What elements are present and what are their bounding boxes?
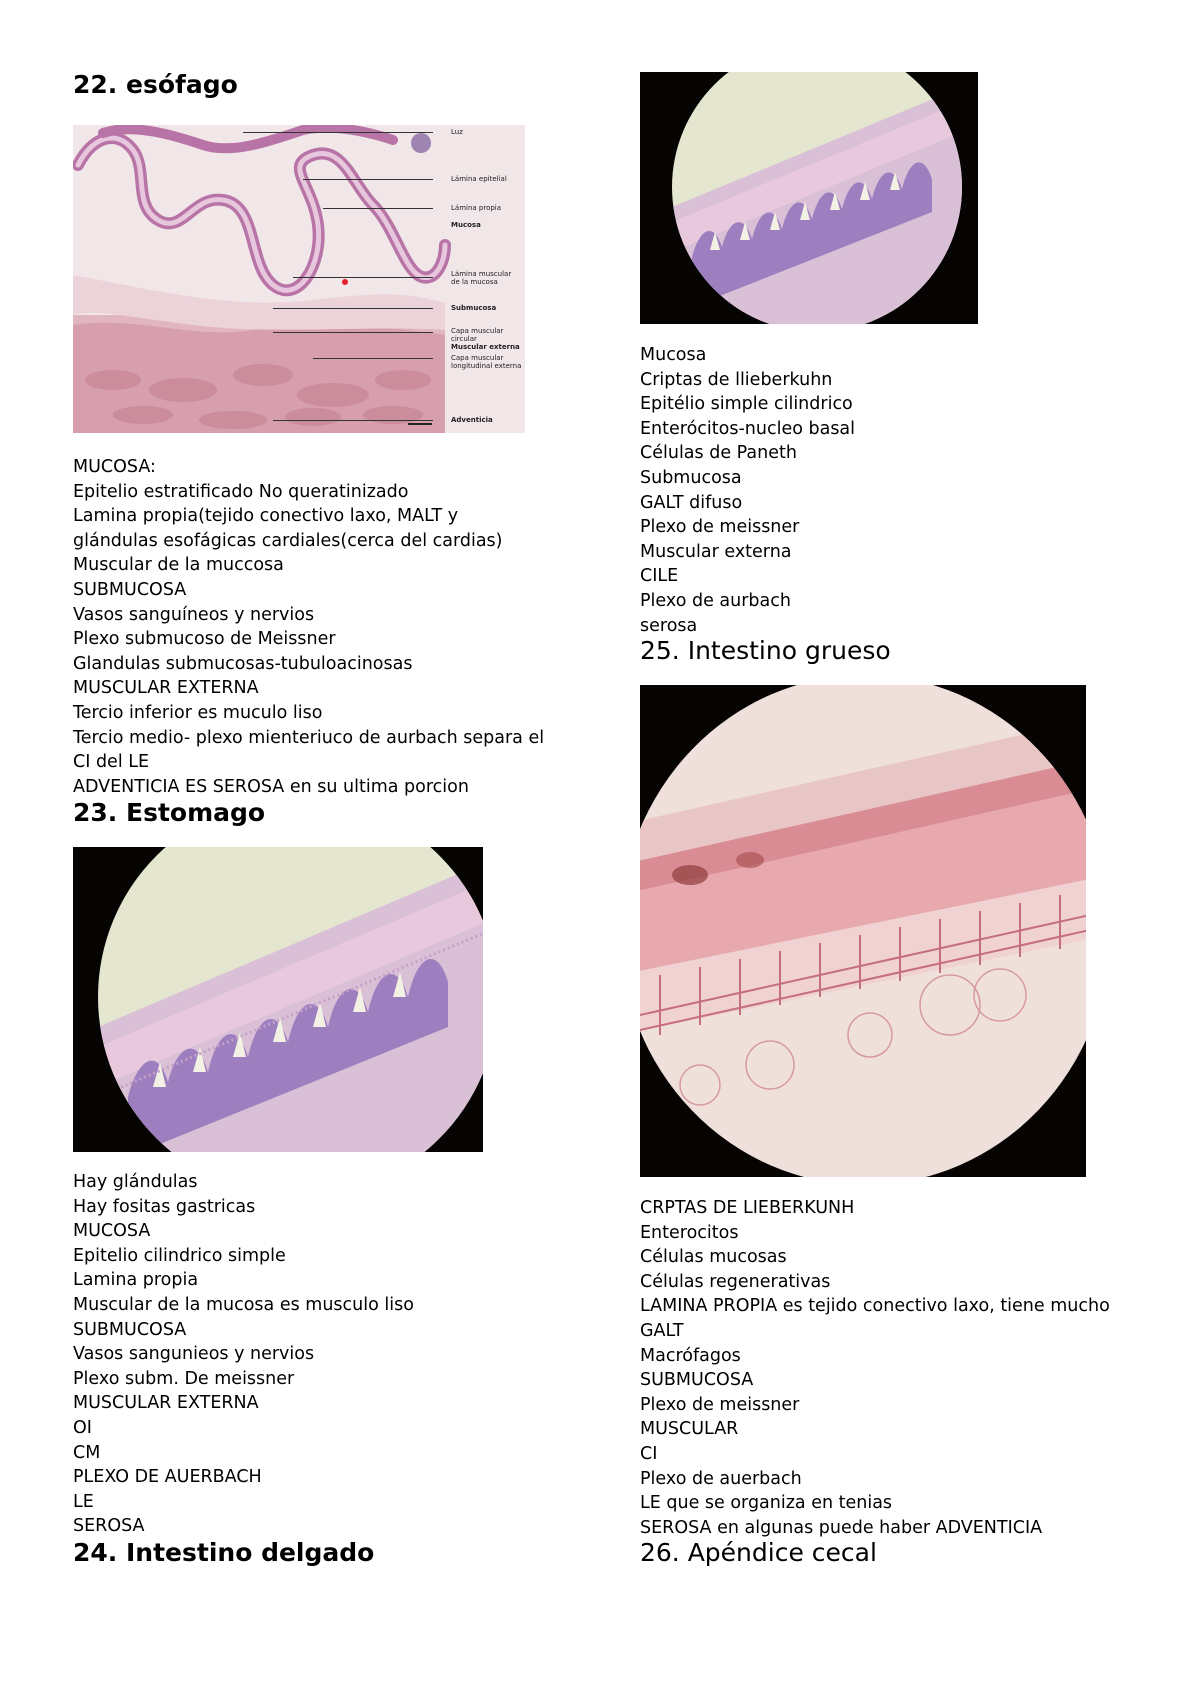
note-line: SUBMUCOSA bbox=[73, 579, 187, 600]
note-line: glándulas esofágicas cardiales(cerca del cardias) bbox=[73, 530, 503, 551]
note-line: Macrófagos bbox=[640, 1345, 741, 1366]
label-mucosa: Mucosa bbox=[451, 221, 481, 229]
note-line: GALT bbox=[640, 1320, 684, 1341]
note-line: SEROSA en algunas puede haber ADVENTICIA bbox=[640, 1517, 1043, 1538]
esophagus-histology-diagram bbox=[73, 125, 525, 433]
note-line: Lamina propia(tejido conectivo laxo, MALT y bbox=[73, 506, 459, 527]
note-line: Tercio inferior es muculo liso bbox=[73, 702, 323, 723]
heading-intestino-delgado: 24. Intestino delgado bbox=[73, 1538, 375, 1567]
label-muscular-mucosa-2: de la mucosa bbox=[451, 278, 498, 286]
note-line: Submucosa bbox=[640, 467, 742, 488]
note-line: Muscular de la muccosa bbox=[73, 555, 284, 576]
note-line: CRPTAS DE LIEBERKUNH bbox=[640, 1198, 855, 1218]
note-line: Plexo de meissner bbox=[640, 517, 800, 538]
note-line: OI bbox=[73, 1417, 92, 1438]
note-line: SUBMUCOSA bbox=[73, 1319, 187, 1340]
note-line: SEROSA bbox=[73, 1516, 145, 1537]
label-muscular-externa: Muscular externa bbox=[451, 343, 520, 351]
note-line: LAMINA PROPIA es tejido conectivo laxo, tiene mucho bbox=[640, 1296, 1110, 1317]
note-line: CILE bbox=[640, 566, 679, 587]
note-line: Plexo de meissner bbox=[640, 1394, 800, 1415]
note-line: Epitélio simple cilindrico bbox=[640, 394, 853, 415]
note-line: Plexo submucoso de Meissner bbox=[73, 629, 336, 650]
note-line: Células regenerativas bbox=[640, 1271, 831, 1292]
note-line: Plexo subm. De meissner bbox=[73, 1368, 295, 1389]
estomago-notes bbox=[73, 1170, 414, 1539]
large-intestine-micrograph bbox=[640, 685, 1086, 1177]
label-muscular-mucosa-1: Lámina muscular bbox=[451, 270, 512, 278]
note-line: GALT difuso bbox=[640, 492, 743, 513]
note-line: MUCOSA bbox=[73, 1221, 151, 1242]
stomach-micrograph bbox=[73, 847, 483, 1152]
note-line: Plexo de aurbach bbox=[640, 590, 791, 611]
note-line: CI bbox=[640, 1443, 658, 1464]
note-line: serosa bbox=[640, 615, 698, 636]
note-line: Glandulas submucosas-tubuloacinosas bbox=[73, 653, 413, 674]
label-adventicia: Adventicia bbox=[451, 416, 493, 424]
note-line: Plexo de auerbach bbox=[640, 1468, 802, 1489]
note-line: Mucosa bbox=[640, 345, 707, 365]
label-lamina-propia: Lámina propia bbox=[451, 204, 502, 212]
esofago-notes bbox=[73, 455, 544, 799]
note-line: ADVENTICIA ES SEROSA en su ultima porcion bbox=[73, 776, 469, 797]
intestino-grueso-notes bbox=[640, 1196, 1110, 1540]
note-line: LE bbox=[73, 1491, 94, 1512]
heading-apendice-cecal: 26. Apéndice cecal bbox=[640, 1538, 877, 1567]
note-line: Hay fositas gastricas bbox=[73, 1196, 256, 1217]
note-line: Hay glándulas bbox=[73, 1172, 198, 1192]
note-line: Vasos sangunieos y nervios bbox=[73, 1344, 315, 1365]
note-line: MUSCULAR EXTERNA bbox=[73, 1393, 259, 1414]
note-line: Tercio medio- plexo mienteriuco de aurbach separa el bbox=[73, 727, 545, 748]
note-line: Vasos sanguíneos y nervios bbox=[73, 604, 315, 625]
heading-estomago: 23. Estomago bbox=[73, 798, 266, 827]
label-luz: Luz bbox=[451, 128, 463, 136]
note-line: Criptas de llieberkuhn bbox=[640, 369, 833, 390]
note-line: Células de Paneth bbox=[640, 443, 797, 464]
note-line: Epitelio cilindrico simple bbox=[73, 1245, 286, 1266]
note-line: MUSCULAR bbox=[640, 1419, 739, 1440]
note-line: SUBMUCOSA bbox=[640, 1370, 754, 1391]
note-line: Muscular de la mucosa es musculo liso bbox=[73, 1294, 414, 1315]
small-intestine-micrograph bbox=[640, 72, 978, 324]
note-line: Enterócitos-nucleo basal bbox=[640, 418, 856, 439]
note-line: MUSCULAR EXTERNA bbox=[73, 678, 259, 699]
label-lamina-epitelial: Lámina epitelial bbox=[451, 175, 507, 183]
note-line: MUCOSA: bbox=[73, 457, 156, 477]
label-capa-longitudinal-2: longitudinal externa bbox=[451, 362, 522, 370]
note-line: Enterocitos bbox=[640, 1222, 739, 1243]
label-capa-longitudinal-1: Capa muscular bbox=[451, 354, 504, 362]
note-line: Epitelio estratificado No queratinizado bbox=[73, 481, 409, 502]
intestino-delgado-notes bbox=[640, 343, 855, 638]
note-line: LE que se organiza en tenias bbox=[640, 1493, 893, 1514]
label-capa-circular-1: Capa muscular bbox=[451, 327, 504, 335]
note-line: CM bbox=[73, 1442, 101, 1463]
heading-esofago: 22. esófago bbox=[73, 70, 238, 99]
note-line: CI del LE bbox=[73, 752, 150, 773]
label-capa-circular-2: circular bbox=[451, 335, 477, 343]
note-line: PLEXO DE AUERBACH bbox=[73, 1467, 262, 1488]
note-line: Células mucosas bbox=[640, 1247, 787, 1268]
label-submucosa: Submucosa bbox=[451, 304, 497, 312]
heading-intestino-grueso: 25. Intestino grueso bbox=[640, 636, 891, 665]
note-line: Muscular externa bbox=[640, 541, 792, 562]
note-line: Lamina propia bbox=[73, 1270, 199, 1291]
